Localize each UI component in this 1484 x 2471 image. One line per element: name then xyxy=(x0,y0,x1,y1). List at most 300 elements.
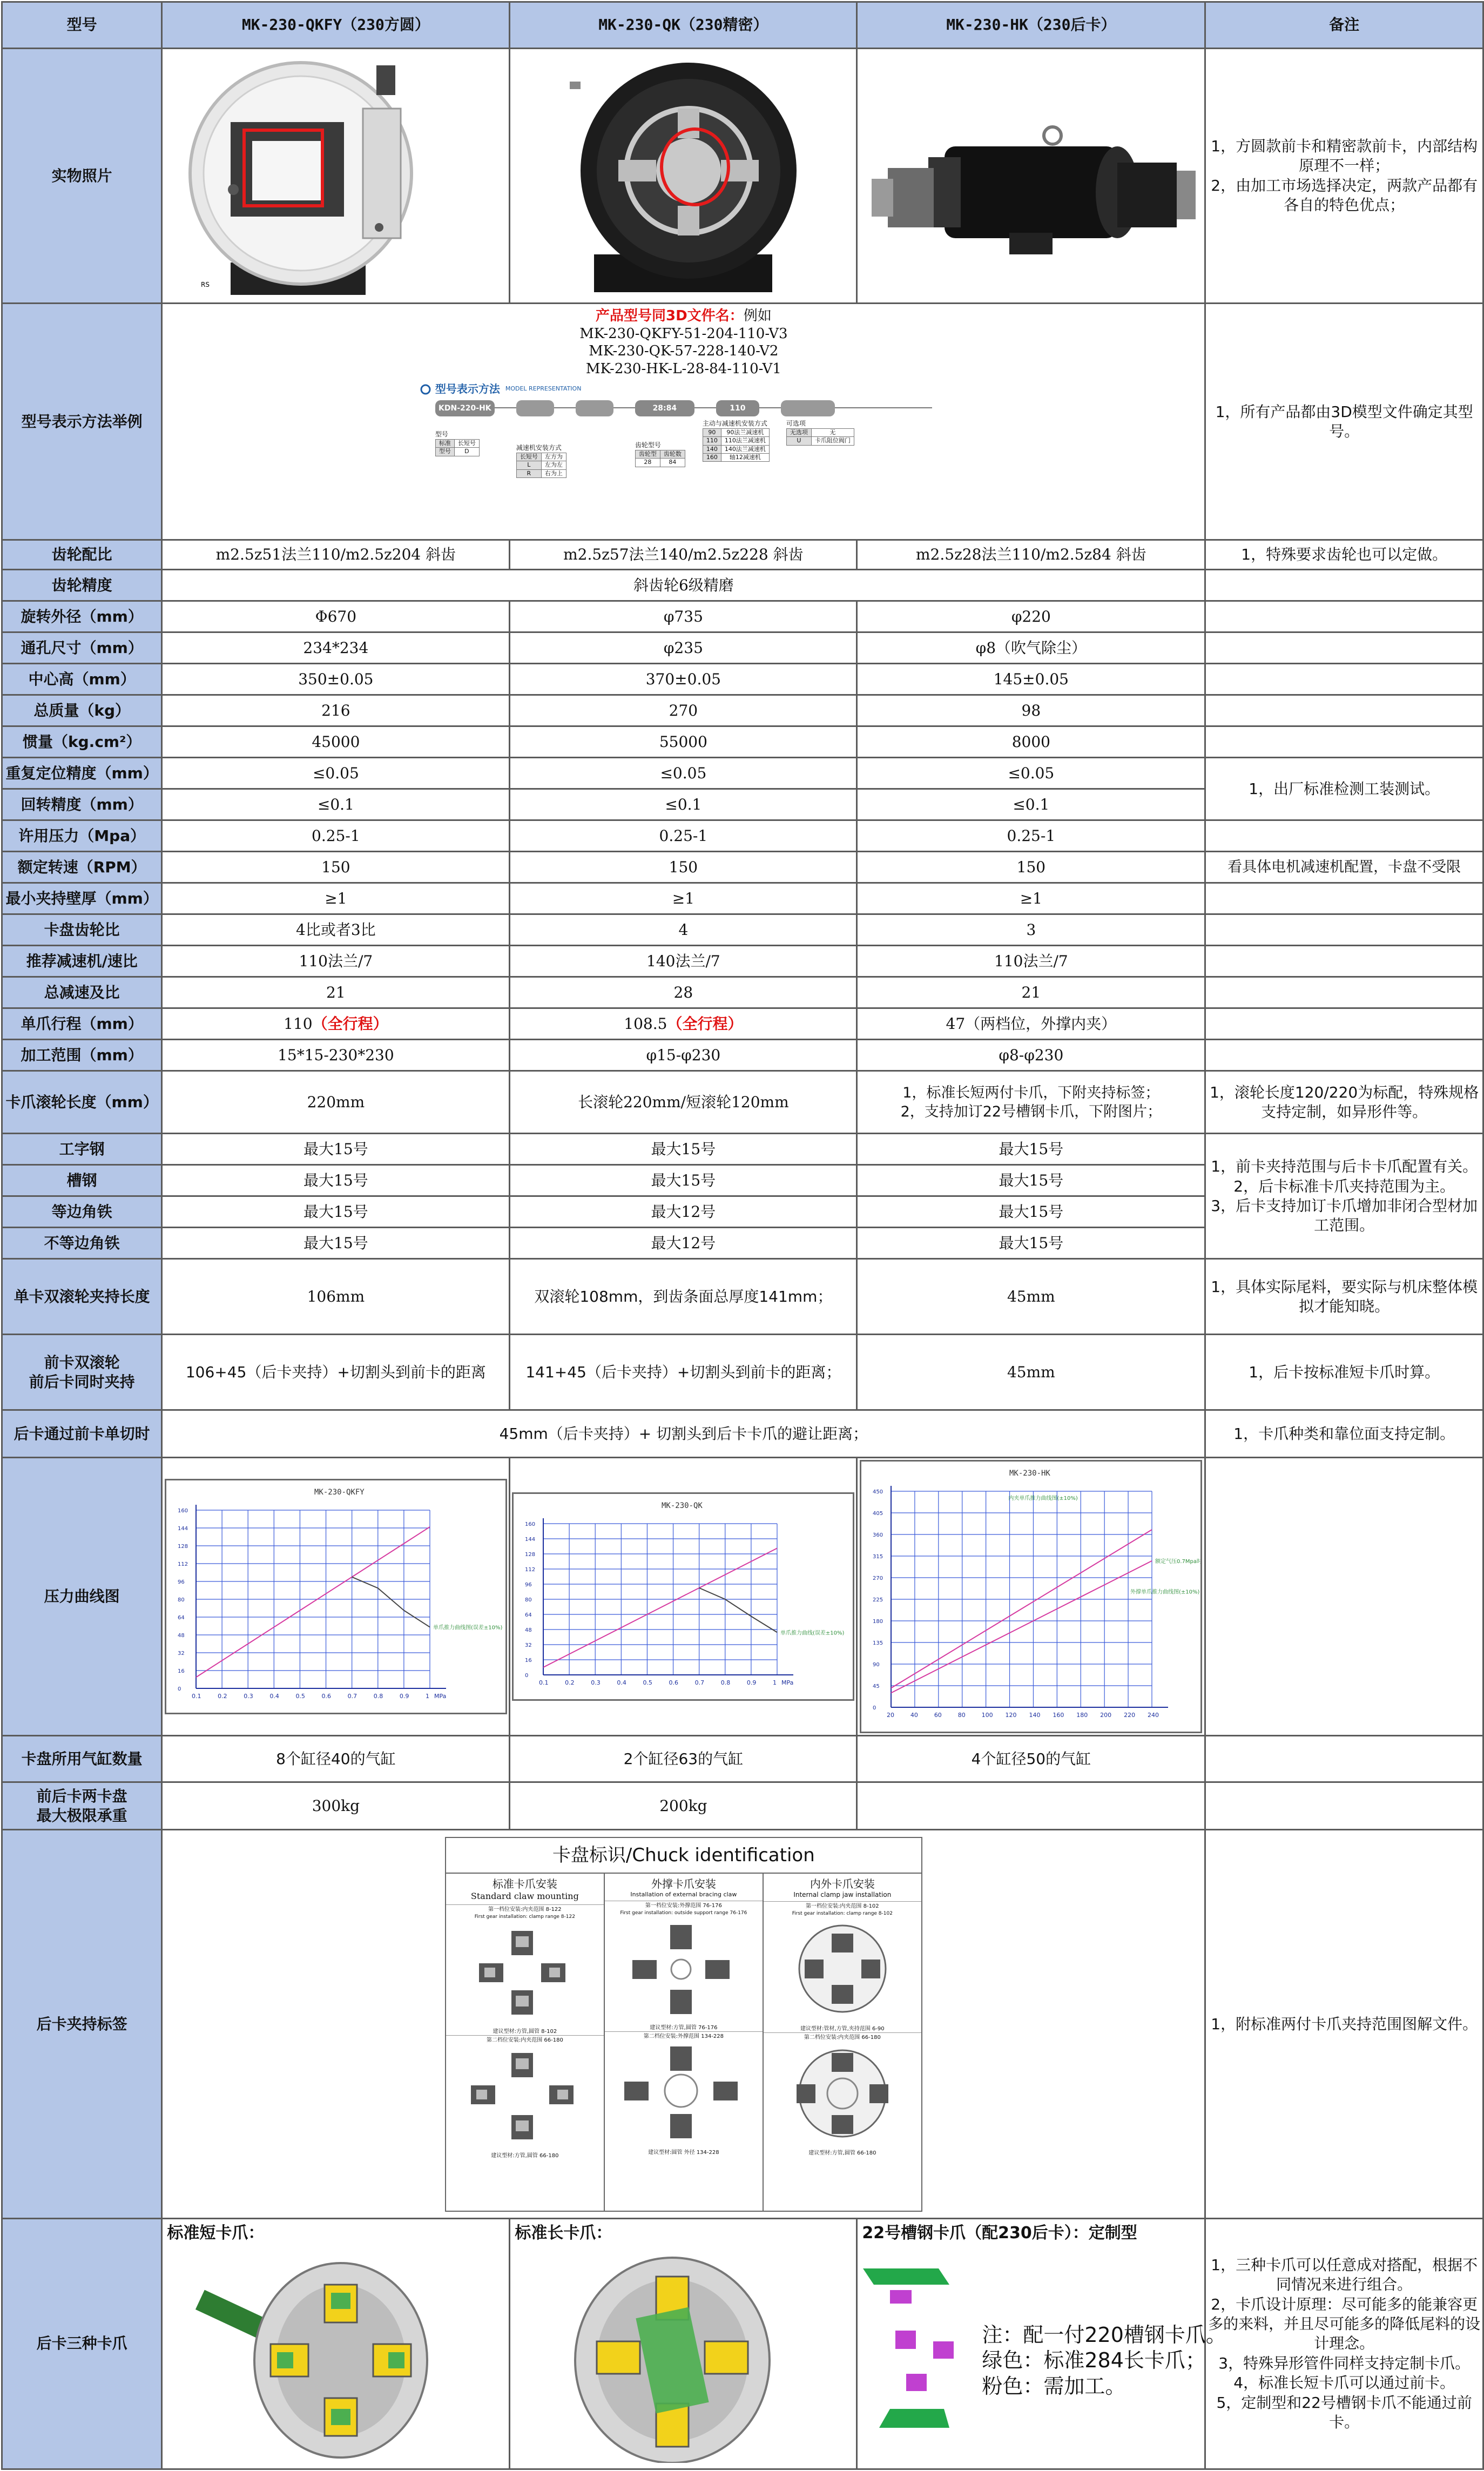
cell-qk: ≤0.05 xyxy=(510,758,857,789)
photo-note: 1，方圆款前卡和精密款前卡，内部结构原理不一样； 2，由加工市场选择决定，两款产品都有各自的特色优点； xyxy=(1205,49,1483,304)
x-tick-label: 40 xyxy=(910,1712,919,1719)
y-tick-label: 128 xyxy=(525,1552,536,1558)
x-tick-label: 0.7 xyxy=(695,1679,705,1687)
cell-qkfy: ≥1 xyxy=(162,883,510,914)
chuck-qkfy-illustration xyxy=(163,49,509,298)
spec-row-inertia xyxy=(2,726,1483,758)
x-tick-label: 0.8 xyxy=(373,1693,383,1700)
row-label: 后卡通过前卡单切时 xyxy=(2,1410,162,1458)
legend-box-model: 型号 标准 长短号 型号 D xyxy=(435,430,480,456)
series-label-1: 外撑单爪推力曲线图(±10%) xyxy=(1130,1589,1200,1595)
spec-row-mass xyxy=(2,695,1483,726)
header-model: 型号 xyxy=(2,2,162,49)
cell-qk: φ235 xyxy=(510,632,857,664)
cell-qkfy: 最大15号 xyxy=(162,1228,510,1259)
row-label: 后卡三种卡爪 xyxy=(2,2219,162,2469)
series-line-0 xyxy=(543,1548,777,1668)
cell-qk: ≥1 xyxy=(510,883,857,914)
row-label: 前卡双滚轮 前后卡同时夹持 xyxy=(2,1335,162,1410)
x-axis-label: MPa xyxy=(781,1679,794,1687)
y-tick-label: 96 xyxy=(525,1582,532,1588)
x-tick-label: 0.8 xyxy=(721,1679,731,1687)
spec-row-through-hole xyxy=(2,632,1483,664)
cell-qk: 4 xyxy=(510,914,857,946)
cell-qk: 最大12号 xyxy=(510,1196,857,1228)
legend-box-gear: 齿轮型号 齿轮型 齿轮数 28 84 xyxy=(635,441,685,467)
row-label: 重复定位精度（mm） xyxy=(2,758,162,789)
photo-tag: RS xyxy=(200,281,210,288)
row-label: 旋转外径（mm） xyxy=(2,601,162,632)
chuck-identification-cell xyxy=(162,1830,1205,2219)
x-tick-label: 160 xyxy=(1053,1712,1064,1719)
y-tick-label: 160 xyxy=(177,1508,188,1514)
cell-qkfy: 110法兰/7 xyxy=(162,946,510,977)
y-tick-label: 128 xyxy=(177,1544,188,1550)
row-label: 回转精度（mm） xyxy=(2,789,162,820)
jaw-cell-long xyxy=(510,2219,857,2469)
cell-hk: 3 xyxy=(857,914,1205,946)
y-tick-label: 450 xyxy=(873,1489,883,1496)
y-tick-label: 112 xyxy=(525,1567,536,1573)
cell-hk: 最大15号 xyxy=(857,1228,1205,1259)
spec-row-outer-diameter xyxy=(2,601,1483,632)
cell-note xyxy=(1205,570,1483,601)
cell-span: 45mm（后卡夹持）+ 切割头到后卡卡爪的避让距离； xyxy=(162,1410,1205,1458)
x-tick-label: 0.5 xyxy=(643,1679,653,1687)
cell-note: 1，特殊要求齿轮也可以定做。 xyxy=(1205,540,1483,570)
spec-row-speed xyxy=(2,852,1483,883)
chuck-qk-illustration xyxy=(510,49,856,298)
cell-qkfy: 234*234 xyxy=(162,632,510,664)
cell-hk: 145±0.05 xyxy=(857,664,1205,695)
row-label: 不等边角铁 xyxy=(2,1228,162,1259)
cell-note: 1，三种卡爪可以任意成对搭配，根据不同情况来进行组合。 2，卡爪设计原理：尽可能多的能兼容更多的来料，并且尽可能多的降低尾料的设计理念。 3，特殊异形管件同样支持定制卡爪。 4，标准长短卡爪可以通过前卡。 5，定制型和22号槽钢卡爪不能通过前卡。 xyxy=(1205,2219,1483,2469)
legend-box-mount: 减速机安装方式 长短号 左方为 L 左为左 R 右为上 xyxy=(516,444,566,477)
cell-qkfy: ≤0.05 xyxy=(162,758,510,789)
cell-qk: 最大12号 xyxy=(510,1228,857,1259)
cell-hk: 47（两档位，外撑内夹） xyxy=(857,1008,1205,1040)
cell-note: 1，滚轮长度120/220为标配，特殊规格支持定制，如异形件等。 xyxy=(1205,1071,1483,1134)
cell-note xyxy=(1205,601,1483,632)
model-example-3: MK-230-HK-L-28-84-110-V1 xyxy=(585,360,781,377)
row-label: 型号表示方法举例 xyxy=(2,304,162,540)
spec-row-range xyxy=(2,1040,1483,1071)
cell-hk: 8000 xyxy=(857,726,1205,758)
y-tick-label: 0 xyxy=(873,1705,876,1712)
y-tick-label: 32 xyxy=(177,1651,185,1657)
cell-qkfy: 350±0.05 xyxy=(162,664,510,695)
cell-hk: φ220 xyxy=(857,601,1205,632)
internal-jaw-diagram-1 xyxy=(764,1917,921,2020)
cell-qk: 长滚轮220mm/短滚轮120mm xyxy=(510,1071,857,1134)
x-tick-label: 1 xyxy=(773,1679,777,1687)
row-label: 压力曲线图 xyxy=(2,1458,162,1736)
row-label: 卡爪滚轮长度（mm） xyxy=(2,1071,162,1134)
cell-qk: 140法兰/7 xyxy=(510,946,857,977)
x-tick-label: 0.1 xyxy=(539,1679,549,1687)
series-line-1 xyxy=(699,1588,777,1632)
chart-title: MK-230-QK xyxy=(662,1502,703,1511)
header-notes: 备注 xyxy=(1205,2,1483,49)
x-tick-label: 20 xyxy=(887,1712,895,1719)
cell-qk: 28 xyxy=(510,977,857,1008)
x-tick-label: 220 xyxy=(1124,1712,1136,1719)
cell-qkfy: 216 xyxy=(162,695,510,726)
row-label: 实物照片 xyxy=(2,49,162,304)
spec-row-pressure xyxy=(2,820,1483,852)
cell-qk: m2.5z57法兰140/m2.5z228 斜齿 xyxy=(510,540,857,570)
x-tick-label: 0.6 xyxy=(321,1693,331,1700)
row-label: 后卡夹持标签 xyxy=(2,1830,162,2219)
y-tick-label: 64 xyxy=(177,1615,185,1621)
jaw-caption-channel: 22号槽钢卡爪（配230后卡）：定制型 xyxy=(862,2224,1137,2243)
y-tick-label: 405 xyxy=(873,1511,883,1517)
cell-qkfy: 8个缸径40的气缸 xyxy=(162,1736,510,1782)
cell-qkfy: m2.5z51法兰110/m2.5z204 斜齿 xyxy=(162,540,510,570)
cell-qk: 2个缸径63的气缸 xyxy=(510,1736,857,1782)
legend-box-reducer: 主动与减速机安装方式 90 90法兰减速机 110 110法兰减速机 140 140法兰减速机 160 轴12减速机 xyxy=(703,420,770,462)
x-tick-label: 0.6 xyxy=(669,1679,679,1687)
cell-hk: 21 xyxy=(857,977,1205,1008)
legend-code-5: 110 xyxy=(716,400,759,416)
jaw-row xyxy=(2,2219,1483,2469)
legend-subtitle: MODEL REPRESENTATION xyxy=(505,385,582,393)
cell-hk: 150 xyxy=(857,852,1205,883)
cell-note: 1，出厂标准检测工装测试。 xyxy=(1205,758,1483,820)
y-tick-label: 48 xyxy=(525,1627,532,1634)
cell-hk: 最大15号 xyxy=(857,1196,1205,1228)
header-qkfy: MK-230-QKFY（230方圆） xyxy=(162,2,510,49)
cell-hk: 98 xyxy=(857,695,1205,726)
row-label: 单爪行程（mm） xyxy=(2,1008,162,1040)
spec-row-min-wall xyxy=(2,883,1483,914)
x-tick-label: 0.1 xyxy=(191,1693,201,1700)
spec-row-chuck-gear-ratio xyxy=(2,914,1483,946)
y-tick-label: 90 xyxy=(873,1662,880,1668)
chuck-id-title: 卡盘标识/Chuck identification xyxy=(446,1838,921,1874)
chart-annotation: 单爪推力曲线图(误差±10%) xyxy=(433,1625,503,1631)
series-label-0: 内夹单爪推力曲线图(±10%) xyxy=(1008,1496,1078,1502)
y-tick-label: 80 xyxy=(525,1597,532,1604)
cell-qk: 200kg xyxy=(510,1782,857,1830)
cell-hk: 45mm xyxy=(857,1259,1205,1335)
x-tick-label: 1 xyxy=(425,1693,429,1700)
photo-qk xyxy=(510,49,857,304)
cell-qk: 270 xyxy=(510,695,857,726)
cell-qkfy: 15*15-230*230 xyxy=(162,1040,510,1071)
x-tick-label: 0.4 xyxy=(269,1693,279,1700)
cell-qkfy: 45000 xyxy=(162,726,510,758)
row-label: 等边角铁 xyxy=(2,1196,162,1228)
cell-hk: ≤0.1 xyxy=(857,789,1205,820)
cell-qkfy: 0.25-1 xyxy=(162,820,510,852)
row-label: 总质量（kg） xyxy=(2,695,162,726)
cell-qkfy: 110（全行程） xyxy=(162,1008,510,1040)
row-label: 最小夹持壁厚（mm） xyxy=(2,883,162,914)
cell-hk: 4个缸径50的气缸 xyxy=(857,1736,1205,1782)
row-label: 齿轮精度 xyxy=(2,570,162,601)
x-tick-label: 0.2 xyxy=(565,1679,575,1687)
pressure-row xyxy=(2,1458,1483,1736)
spec-row-repeatability xyxy=(2,758,1483,789)
chart-title: MK-230-QKFY xyxy=(314,1488,365,1497)
chart-cell-qk xyxy=(510,1458,857,1736)
y-tick-label: 180 xyxy=(873,1619,883,1625)
cell-qkfy: Φ670 xyxy=(162,601,510,632)
external-jaw-diagram-1 xyxy=(605,1917,762,2019)
x-tick-label: 0.9 xyxy=(399,1693,409,1700)
spec-row-total-ratio xyxy=(2,977,1483,1008)
y-tick-label: 0 xyxy=(525,1673,529,1679)
pressure-chart-qk xyxy=(514,1494,853,1699)
x-axis-label: MPa xyxy=(434,1693,447,1700)
cell-note: 1，前卡夹持范围与后卡卡爪配置有关。 2，后卡标准卡爪夹持范围为主。 3，后卡支持加订卡爪增加非闭合型材加工范围。 xyxy=(1205,1134,1483,1259)
jaw-caption-short: 标准短卡爪： xyxy=(167,2224,265,2243)
y-tick-label: 80 xyxy=(177,1597,185,1604)
x-tick-label: 240 xyxy=(1148,1712,1159,1719)
spec-row-center-height xyxy=(2,664,1483,695)
row-label: 工字钢 xyxy=(2,1134,162,1165)
short-jaw-illustration xyxy=(163,2247,508,2463)
legend-box-option: 可选项 无选项 无 U 卡爪阻位阀门 xyxy=(786,420,854,445)
cell-note: 1，卡爪种类和靠位面支持定制。 xyxy=(1205,1410,1483,1458)
x-tick-label: 140 xyxy=(1029,1712,1041,1719)
cell-qkfy: 21 xyxy=(162,977,510,1008)
y-tick-label: 0 xyxy=(177,1686,181,1693)
cell-note: 1，后卡按标准短卡爪时算。 xyxy=(1205,1335,1483,1410)
load-row xyxy=(2,1782,1483,1830)
model-legend xyxy=(414,382,954,506)
model-example-1: MK-230-QKFY-51-204-110-V3 xyxy=(579,325,788,342)
y-tick-label: 112 xyxy=(177,1561,188,1568)
model-row xyxy=(2,304,1483,540)
legend-code-6 xyxy=(781,400,835,416)
cell-note xyxy=(1205,1782,1483,1830)
y-tick-label: 160 xyxy=(525,1521,536,1528)
spec-row-rear-pass xyxy=(2,1410,1483,1458)
spec-row-gear-ratio xyxy=(2,540,1483,570)
cell-note xyxy=(1205,914,1483,946)
internal-jaw-diagram-2 xyxy=(764,2042,921,2145)
spec-row-roller-length xyxy=(2,1071,1483,1134)
chuck-id-col-standard: 标准卡爪安装 Standard claw mounting 第一档位安装:内夹范围 8-122 First gear installation: clamp range 8-122 建议型材:方管,圆管 8-102 第二档位安装:内夹范围 66-180 建议型材:方管,圆管 66-180 xyxy=(446,1874,605,2211)
y-tick-label: 96 xyxy=(177,1579,185,1586)
x-tick-label: 0.7 xyxy=(347,1693,357,1700)
row-label: 惯量（kg.cm²） xyxy=(2,726,162,758)
legend-title: 型号表示方法 xyxy=(435,382,500,396)
channel-jaw-legend: 注：配一付220槽钢卡爪。 绿色：标准284长卡爪； 粉色：需加工。 xyxy=(982,2322,1226,2398)
model-title-red: 产品型号同3D文件名： xyxy=(596,308,744,325)
cell-qkfy: 4比或者3比 xyxy=(162,914,510,946)
x-tick-label: 0.5 xyxy=(295,1693,305,1700)
cell-qk: φ15-φ230 xyxy=(510,1040,857,1071)
series-line-1 xyxy=(891,1561,1152,1693)
tag-row xyxy=(2,1830,1483,2219)
cell-note xyxy=(1205,1736,1483,1782)
x-tick-label: 100 xyxy=(981,1712,993,1719)
legend-code-4: 28:84 xyxy=(635,400,694,416)
cell-note xyxy=(1205,946,1483,977)
y-tick-label: 64 xyxy=(525,1612,532,1619)
row-label: 槽钢 xyxy=(2,1165,162,1196)
row-label: 齿轮配比 xyxy=(2,540,162,570)
cell-qkfy: ≤0.1 xyxy=(162,789,510,820)
y-tick-label: 270 xyxy=(873,1575,883,1582)
cell-qk: 最大15号 xyxy=(510,1165,857,1196)
cell-qk: 370±0.05 xyxy=(510,664,857,695)
header-qk: MK-230-QK（230精密） xyxy=(510,2,857,49)
y-tick-label: 48 xyxy=(177,1633,185,1639)
cell-qkfy: 220mm xyxy=(162,1071,510,1134)
cell-qkfy: 最大15号 xyxy=(162,1196,510,1228)
legend-code-2 xyxy=(516,400,554,416)
row-label: 卡盘齿轮比 xyxy=(2,914,162,946)
cell-qk: 双滚轮108mm，到齿条面总厚度141mm； xyxy=(510,1259,857,1335)
chart-cell-qkfy xyxy=(162,1458,510,1736)
long-jaw-illustration xyxy=(510,2247,856,2463)
y-tick-label: 135 xyxy=(873,1640,883,1647)
model-example-2: MK-230-QK-57-228-140-V2 xyxy=(589,343,779,360)
jaw-cell-short xyxy=(162,2219,510,2469)
x-tick-label: 180 xyxy=(1076,1712,1088,1719)
x-tick-label: 120 xyxy=(1005,1712,1017,1719)
cell-note xyxy=(1205,1458,1483,1736)
spec-row-dual-clamp xyxy=(2,1335,1483,1410)
jaw-cell-channel xyxy=(857,2219,1226,2469)
row-label: 单卡双滚轮夹持长度 xyxy=(2,1259,162,1335)
spec-row-gear-precision xyxy=(2,570,1483,601)
cell-span: 斜齿轮6级精磨 xyxy=(162,570,1205,601)
cell-qk: 150 xyxy=(510,852,857,883)
legend-code-1: KDN-220-HK xyxy=(435,400,495,416)
cell-qkfy: 106+45（后卡夹持）+切割头到前卡的距离 xyxy=(162,1335,510,1410)
cell-qk: 141+45（后卡夹持）+切割头到前卡的距离； xyxy=(510,1335,857,1410)
row-label: 总减速及比 xyxy=(2,977,162,1008)
row-label: 加工范围（mm） xyxy=(2,1040,162,1071)
x-tick-label: 0.3 xyxy=(591,1679,601,1687)
x-tick-label: 200 xyxy=(1100,1712,1112,1719)
y-tick-label: 45 xyxy=(873,1684,880,1690)
cell-qk: 最大15号 xyxy=(510,1134,857,1165)
cell-qkfy: 最大15号 xyxy=(162,1165,510,1196)
y-tick-label: 16 xyxy=(525,1658,532,1664)
photo-qkfy xyxy=(162,49,510,304)
pressure-chart-qkfy xyxy=(166,1480,505,1713)
cell-hk: m2.5z28法兰110/m2.5z84 斜齿 xyxy=(857,540,1205,570)
cell-qk: φ735 xyxy=(510,601,857,632)
cell-hk: 110法兰/7 xyxy=(857,946,1205,977)
x-tick-label: 60 xyxy=(934,1712,942,1719)
spec-row-i-beam xyxy=(2,1134,1483,1165)
cell-hk: 0.25-1 xyxy=(857,820,1205,852)
row-label: 额定转速（RPM） xyxy=(2,852,162,883)
y-tick-label: 315 xyxy=(873,1554,883,1560)
cell-hk: 45mm xyxy=(857,1335,1205,1410)
header-row xyxy=(2,2,1483,49)
cell-note: 1，附标准两付卡爪夹持范围图解文件。 xyxy=(1205,1830,1483,2219)
cell-note xyxy=(1205,883,1483,914)
cell-note xyxy=(1205,726,1483,758)
cell-note xyxy=(1205,820,1483,852)
y-tick-label: 32 xyxy=(525,1642,532,1649)
chuck-hk-illustration xyxy=(858,49,1204,298)
y-tick-label: 360 xyxy=(873,1532,883,1539)
y-tick-label: 16 xyxy=(177,1668,185,1675)
x-tick-label: 0.4 xyxy=(617,1679,627,1687)
x-tick-label: 0.9 xyxy=(747,1679,757,1687)
x-tick-label: 80 xyxy=(958,1712,966,1719)
cell-note: 1，具体实际尾料，要实际与机床整体模拟才能知晓。 xyxy=(1205,1259,1483,1335)
cell-hk: 最大15号 xyxy=(857,1165,1205,1196)
cell-qk: 0.25-1 xyxy=(510,820,857,852)
header-hk: MK-230-HK（230后卡） xyxy=(857,2,1205,49)
standard-jaw-diagram-1 xyxy=(447,1920,603,2023)
cylinder-row xyxy=(2,1736,1483,1782)
cell-qkfy: 150 xyxy=(162,852,510,883)
cell-hk: 1，标准长短两付卡爪，下附夹持标签； 2，支持加订22号槽钢卡爪，下附图片； xyxy=(857,1071,1205,1134)
cell-hk: φ8（吹气除尘） xyxy=(857,632,1205,664)
model-title-black: 例如 xyxy=(743,308,772,325)
cell-qk: ≤0.1 xyxy=(510,789,857,820)
cell-qkfy: 106mm xyxy=(162,1259,510,1335)
cell-note xyxy=(1205,664,1483,695)
x-tick-label: 0.3 xyxy=(244,1693,253,1700)
cell-qk: 108.5（全行程） xyxy=(510,1008,857,1040)
cell-qkfy: 300kg xyxy=(162,1782,510,1830)
chuck-identification-sheet xyxy=(445,1837,922,2212)
cell-note xyxy=(1205,695,1483,726)
spec-row-jaw-stroke xyxy=(2,1008,1483,1040)
cell-note xyxy=(1205,1008,1483,1040)
photo-row xyxy=(2,49,1483,304)
series-line-1 xyxy=(352,1577,430,1627)
row-label: 许用压力（Mpa） xyxy=(2,820,162,852)
pressure-chart-hk xyxy=(861,1462,1200,1732)
cell-note xyxy=(1205,1040,1483,1071)
legend-code-3 xyxy=(576,400,613,416)
cell-hk: 最大15号 xyxy=(857,1134,1205,1165)
cell-note xyxy=(1205,977,1483,1008)
model-cell xyxy=(162,304,1205,540)
y-tick-label: 144 xyxy=(525,1537,536,1543)
chart-cell-hk xyxy=(857,1458,1205,1736)
y-tick-label: 144 xyxy=(177,1526,188,1532)
spec-row-reducer xyxy=(2,946,1483,977)
x-tick-label: 0.2 xyxy=(217,1693,227,1700)
cell-hk xyxy=(857,1782,1205,1830)
cell-hk: ≤0.05 xyxy=(857,758,1205,789)
y-tick-label: 225 xyxy=(873,1597,883,1604)
cell-qkfy: 最大15号 xyxy=(162,1134,510,1165)
cell-hk: φ8-φ230 xyxy=(857,1040,1205,1071)
row-label: 前后卡两卡盘 最大极限承重 xyxy=(2,1782,162,1830)
row-label: 推荐减速机/速比 xyxy=(2,946,162,977)
spec-row-single-clamp xyxy=(2,1259,1483,1335)
chuck-id-col-external: 外撑卡爪安装 Installation of external bracing claw 第一档位安装:外撑范围 76-176 First gear installation: outside support range 76-176 建议型材:方管,圆管 76-176 第二档位安装:外撑范围 134-228 建议型材:圆管 外径 134-228 xyxy=(605,1874,764,2211)
row-label: 中心高（mm） xyxy=(2,664,162,695)
photo-hk xyxy=(857,49,1205,304)
cell-note: 看具体电机减速机配置，卡盘不受限 xyxy=(1205,852,1483,883)
cell-hk: ≥1 xyxy=(857,883,1205,914)
standard-jaw-diagram-2 xyxy=(447,2045,603,2147)
external-jaw-diagram-2 xyxy=(605,2041,762,2144)
cell-note xyxy=(1205,632,1483,664)
chart-annotation: 单爪推力曲线(误差±10%) xyxy=(780,1630,845,1637)
model-note: 1，所有产品都由3D模型文件确定其型号。 xyxy=(1205,304,1483,540)
chart-title: MK-230-HK xyxy=(1009,1469,1051,1478)
spec-table xyxy=(1,1,1484,2470)
chuck-id-col-internal: 内外卡爪安装 Internal clamp jaw installation 第一档位安装:内夹范围 8-102 First gear installation: clamp range 8-102 建议型材:管材,方管,夹持范围 6-90 第二档位安装:内夹范围 66-180 建议型材:方管,圆管 66-180 xyxy=(764,1874,921,2211)
